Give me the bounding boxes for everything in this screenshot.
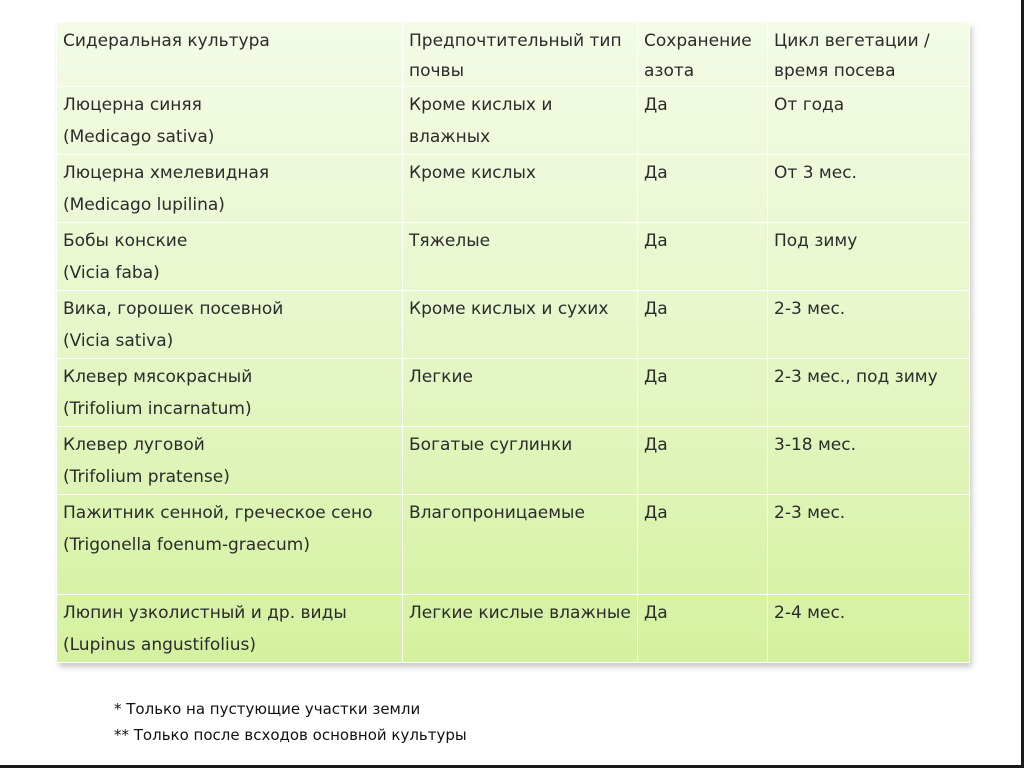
cell-cycle: Под зиму [768, 223, 970, 291]
crop-name: Клевер луговой [63, 435, 205, 455]
crop-latin: (Medicago sativa) [63, 127, 215, 147]
cell-nitrogen: Да [638, 495, 768, 595]
cell-crop [57, 495, 403, 595]
cell-soil: Кроме кислых [403, 155, 638, 223]
crop-latin: (Trigonella foenum-graecum) [63, 535, 310, 555]
crop-latin: (Medicago lupilina) [63, 195, 225, 215]
cell-soil: Тяжелые [403, 223, 638, 291]
crop-latin: (Trifolium incarnatum) [63, 399, 252, 419]
footnote-single-asterisk: * Только на пустующие участки земли [114, 700, 421, 718]
cell-cycle: 2-4 мес. [768, 595, 970, 663]
crop-name: Люцерна синяя [63, 95, 202, 115]
table-row [57, 223, 970, 291]
table-row [57, 359, 970, 427]
cell-cycle: 2-3 мес. [768, 495, 970, 595]
cell-soil: Кроме кислых и влажных [403, 87, 638, 155]
cell-nitrogen: Да [638, 359, 768, 427]
cell-crop [57, 595, 403, 663]
cell-nitrogen: Да [638, 291, 768, 359]
crop-latin: (Vicia faba) [63, 263, 160, 283]
table-header-row [57, 23, 970, 87]
cell-nitrogen: Да [638, 223, 768, 291]
cell-crop [57, 155, 403, 223]
cell-cycle: 3-18 мес. [768, 427, 970, 495]
table-row [57, 155, 970, 223]
green-manure-table-wrapper [56, 22, 969, 663]
cell-crop [57, 291, 403, 359]
crop-name: Люцерна хмелевидная [63, 163, 270, 183]
cell-nitrogen: Да [638, 155, 768, 223]
footnote-double-asterisk: ** Только после всходов основной культуры [114, 726, 467, 744]
crop-name: Клевер мясокрасный [63, 367, 253, 387]
green-manure-table [56, 22, 970, 663]
crop-latin: (Lupinus angustifolius) [63, 635, 257, 655]
header-soil: Предпочтительный тип почвы [403, 23, 638, 87]
header-crop: Сидеральная культура [57, 23, 403, 87]
header-nitrogen: Сохранение азота [638, 23, 768, 87]
cell-nitrogen: Да [638, 595, 768, 663]
table-row [57, 291, 970, 359]
cell-crop [57, 87, 403, 155]
cell-nitrogen: Да [638, 87, 768, 155]
crop-name: Люпин узколистный и др. виды [63, 603, 347, 623]
footnotes [114, 696, 467, 748]
crop-name: Бобы конские [63, 231, 188, 251]
cell-nitrogen: Да [638, 427, 768, 495]
crop-latin: (Trifolium pratense) [63, 467, 230, 487]
cell-cycle: 2-3 мес., под зиму [768, 359, 970, 427]
cell-cycle: 2-3 мес. [768, 291, 970, 359]
table-row [57, 595, 970, 663]
cell-crop [57, 427, 403, 495]
cell-cycle: От года [768, 87, 970, 155]
table-row [57, 495, 970, 595]
table-row [57, 427, 970, 495]
cell-soil: Легкие кислые влажные [403, 595, 638, 663]
cell-soil: Легкие [403, 359, 638, 427]
cell-soil: Кроме кислых и сухих [403, 291, 638, 359]
table-row [57, 87, 970, 155]
crop-latin: (Vicia sativa) [63, 331, 174, 351]
crop-name: Пажитник сенной, греческое сено [63, 503, 373, 523]
cell-soil: Богатые суглинки [403, 427, 638, 495]
header-cycle: Цикл вегетации / время посева [768, 23, 970, 87]
cell-soil: Влагопроницаемые [403, 495, 638, 595]
crop-name: Вика, горошек посевной [63, 299, 284, 319]
cell-cycle: От 3 мес. [768, 155, 970, 223]
cell-crop [57, 223, 403, 291]
cell-crop [57, 359, 403, 427]
